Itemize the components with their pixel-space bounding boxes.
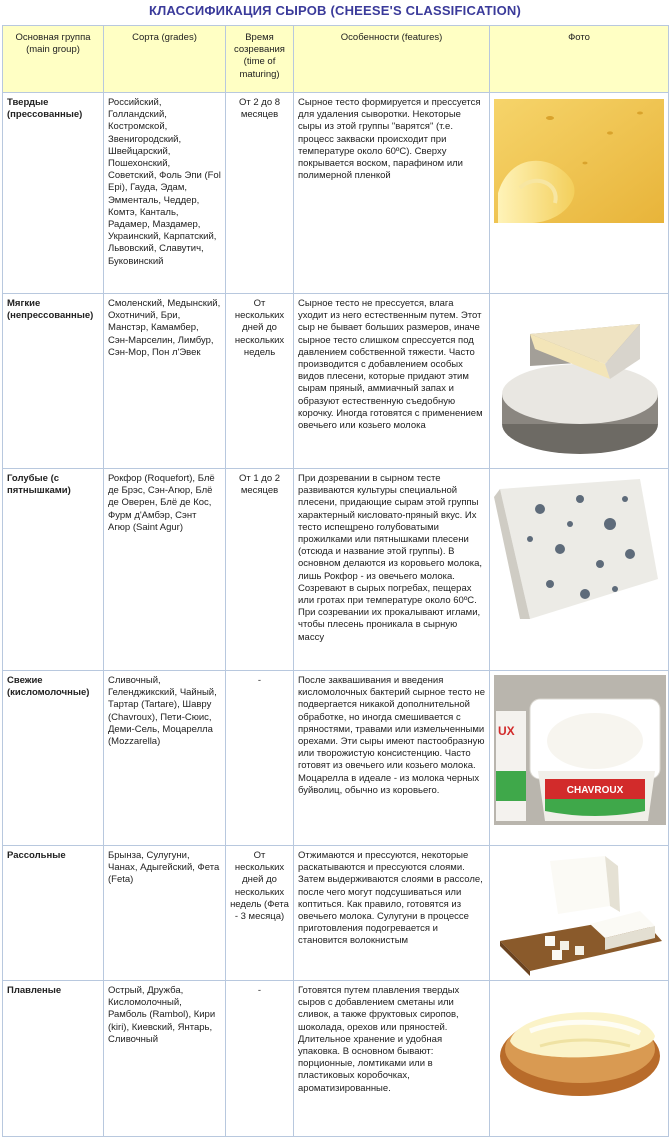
- time-cell: От нескольких дней до нескольких недель: [226, 294, 294, 469]
- header-grades: Сорта (grades): [104, 26, 226, 93]
- time-cell: -: [226, 981, 294, 1137]
- features-cell: Отжимаются и прессуются, некоторые раскатываются и прессуются слоями. Затем выдерживаются слоями в рассоле, после чего могут подсушиваться или коптиться. Как правило, готовятся из овечьего молока. Сулугуни в процессе приготовления подогревается и становится волокнистым: [294, 846, 490, 981]
- photo-cell: [490, 469, 669, 671]
- header-features: Особенности (features): [294, 26, 490, 93]
- photo-cell: [490, 93, 669, 294]
- side-brand-text: UX: [498, 724, 515, 738]
- group-cell: Свежие (кисломолочные): [3, 671, 104, 846]
- photo-cell: [490, 294, 669, 469]
- table-row: [3, 671, 669, 846]
- table-row: [3, 469, 669, 671]
- features-cell: При дозревании в сырном тесте развиваются культуры специальной плесени, придающие сырам этой группы характерный кисловато-пряный вкус. Их тесто испещрено голубоватыми прожилками или пятнышками плесени (отсюда и название этой группы). В основном делаются из коровьего молока, лишь Рокфор - из овечьего молока. Созревают в сырых погребах, пещерах или гротах при температуре около 60ºС. При созревании их прокалывают иглами, чтобы плесень проникала в сырную массу: [294, 469, 490, 671]
- features-cell: Сырное тесто не прессуется, влага уходит из него естественным путем. Этот сыр не бывает больших размеров, иначе сырное тесто слишком спрессуется под давлением собственной тяжести. Часто производится с добавлением особых видов плесени, которые придают этим сырам пряный, аммиачный запах и образуют естественную съедобную корочку. Иногда готовятся с применением овечьего или козьего молока: [294, 294, 490, 469]
- grades-cell: Российский, Голландский, Костромской, Звенигородский, Швейцарский, Пошехонский, Советский, Фоль Эпи (Fol Epi), Гауда, Эдам, Эмменталь, Чеддер, Комтэ, Канталь, Радамер, Маздамер, Украинский, Карпатский, Львовский, Славутич, Буковинский: [104, 93, 226, 294]
- soft-cheese-photo: [490, 294, 669, 464]
- time-cell: -: [226, 671, 294, 846]
- time-cell: От 2 до 8 месяцев: [226, 93, 294, 294]
- header-row: [3, 26, 669, 93]
- photo-cell: [490, 671, 669, 846]
- grades-cell: Рокфор (Roquefort), Блё де Брэс, Сэн-Агюр, Блё де Оверен, Блё де Кос, Фурм д'Амбэр, Сэнт Агюр (Saint Agur): [104, 469, 226, 671]
- group-cell: Рассольные: [3, 846, 104, 981]
- table-row: [3, 294, 669, 469]
- fresh-cheese-photo: [490, 671, 669, 831]
- header-photo: Фото: [490, 26, 669, 93]
- brine-cheese-photo: [490, 846, 669, 976]
- table-row: [3, 981, 669, 1137]
- photo-cell: [490, 846, 669, 981]
- photo-cell: [490, 981, 669, 1137]
- table-row: [3, 93, 669, 294]
- page-title: КЛАССИФИКАЦИЯ СЫРОВ (CHEESE'S CLASSIFICATION): [148, 3, 522, 18]
- group-cell: Плавленые: [3, 981, 104, 1137]
- header-time: Время созревания (time of maturing): [226, 26, 294, 93]
- group-cell: Голубые (с пятнышками): [3, 469, 104, 671]
- cheese-table: [2, 25, 669, 1137]
- group-cell: Твердые (прессованные): [3, 93, 104, 294]
- processed-cheese-photo: [490, 981, 669, 1111]
- grades-cell: Сливочный, Геленджикский, Чайный, Тартар (Tartare), Шавру (Chavroux), Пети-Сюис, Деми-Сель, Моцарелла (Mozzarella): [104, 671, 226, 846]
- time-cell: От 1 до 2 месяцев: [226, 469, 294, 671]
- grades-cell: Смоленский, Медынский, Охотничий, Бри, Манстэр, Камамбер, Сэн-Марселин, Лимбур, Сэн-Мор, Пон л'Эвек: [104, 294, 226, 469]
- grades-cell: Брынза, Сулугуни, Чанах, Адыгейский, Фета (Feta): [104, 846, 226, 981]
- grades-cell: Острый, Дружба, Кисломолочный, Рамболь (Rambol), Кири (kiri), Киевский, Янтарь, Сливочный: [104, 981, 226, 1137]
- group-cell: Мягкие (непрессованные): [3, 294, 104, 469]
- brand-text: CHAVROUX: [566, 785, 624, 796]
- features-cell: Сырное тесто формируется и прессуется для удаления сыворотки. Некоторые сыры из этой группы "варятся" (т.е. процесс закваски происходит при температуре около 60ºС). Сверху покрывается воском, парафином или полимерной пленкой: [294, 93, 490, 294]
- features-cell: После заквашивания и введения кисломолочных бактерий сырное тесто не подвергается никакой дополнительной обработке, но иногда смешивается с пряностями, травами или измельченными орехами. Эти сыры имеют пастообразную или творожистую консистенцию. Часто готовят из овечьего или козьего молока. Моцарелла в идеале - из молока черных буйволиц, обычно из коровьего.: [294, 671, 490, 846]
- table-row: [3, 846, 669, 981]
- time-cell: От нескольких дней до нескольких недель (Фета - 3 месяца): [226, 846, 294, 981]
- header-group: Основная группа (main group): [3, 26, 104, 93]
- blue-cheese-photo: [490, 469, 669, 629]
- features-cell: Готовятся путем плавления твердых сыров с добавлением сметаны или сливок, а также фруктовых сиропов, шоколада, орехов или пряностей. Длительное хранение и удобная упаковка. В основном бывают: порционные, ломтиками или в пластиковых коробочках, ароматизированные.: [294, 981, 490, 1137]
- hard-cheese-photo: [490, 93, 669, 243]
